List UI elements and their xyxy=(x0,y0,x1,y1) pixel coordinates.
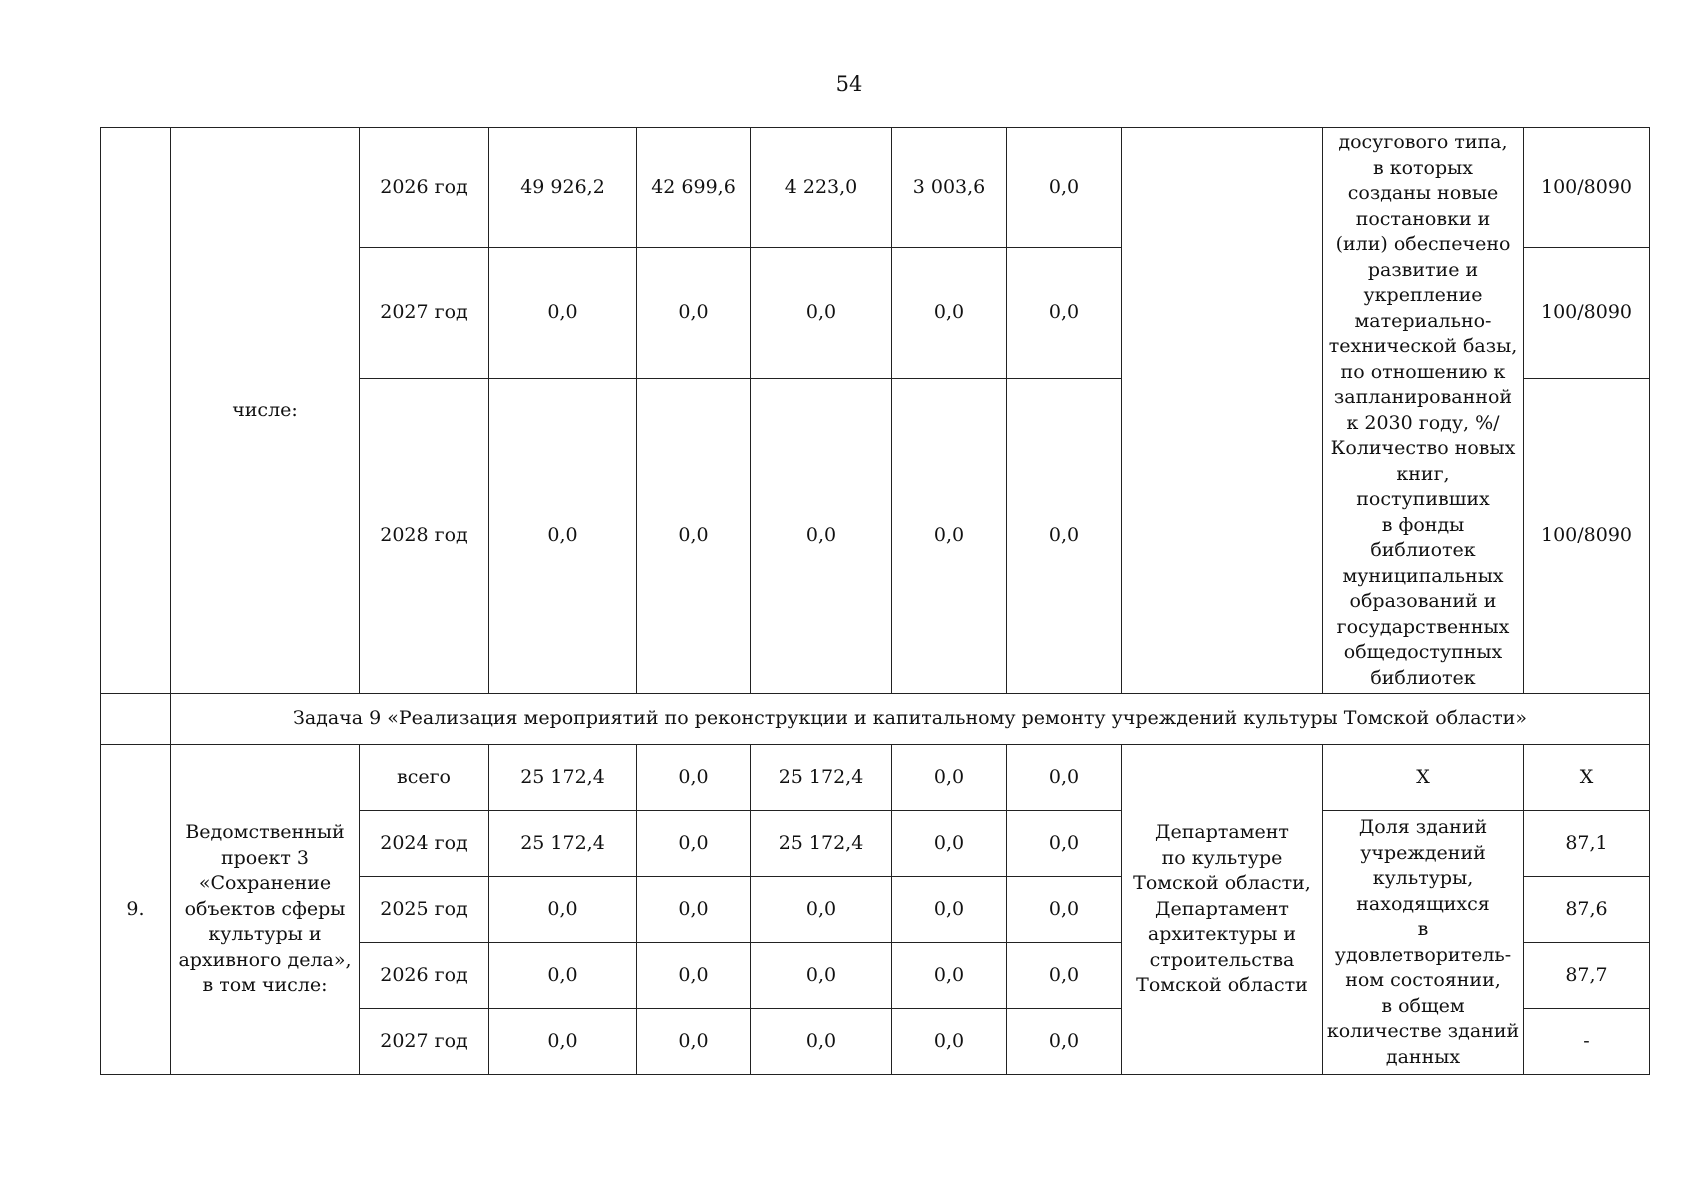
target-cell: 87,7 xyxy=(1524,943,1650,1009)
indicator-line: развитие и xyxy=(1367,258,1479,281)
executor-line: Департамент xyxy=(1155,821,1289,844)
executor-line: строительства xyxy=(1149,948,1295,971)
name-line: «Сохранение xyxy=(198,872,332,895)
indicator-line: общедоступных xyxy=(1343,641,1503,663)
value-cell: 0,0 xyxy=(489,877,637,943)
indicator-line: данных xyxy=(1385,1045,1461,1068)
number-cell xyxy=(101,128,171,694)
indicator-line: количестве зданий xyxy=(1326,1020,1520,1042)
value-cell: 0,0 xyxy=(751,1009,892,1075)
executor-line: по культуре xyxy=(1161,846,1283,869)
value-cell: 0,0 xyxy=(1007,877,1122,943)
name-line: Ведомственный xyxy=(185,821,345,844)
target-cell: 100/8090 xyxy=(1524,379,1650,694)
value-cell: 0,0 xyxy=(637,1009,751,1075)
indicator-line: созданы новые xyxy=(1347,182,1499,204)
value-cell: 0,0 xyxy=(637,379,751,694)
indicator-line: по отношению к xyxy=(1340,360,1506,383)
value-cell: 0,0 xyxy=(1007,248,1122,379)
indicator-line: библиотек xyxy=(1370,539,1476,561)
indicator-line: Доля зданий xyxy=(1358,816,1488,838)
project-name-cell xyxy=(171,745,360,1075)
indicator-cell xyxy=(1323,811,1524,1075)
value-cell: 0,0 xyxy=(1007,128,1122,248)
name-cell: числе: xyxy=(171,128,360,694)
indicator-line: укрепление xyxy=(1363,284,1483,306)
value-cell: 0,0 xyxy=(751,379,892,694)
value-cell: 49 926,2 xyxy=(489,128,637,248)
year-cell: 2026 год xyxy=(360,128,489,248)
value-cell: 0,0 xyxy=(637,248,751,379)
executor-cell xyxy=(1122,745,1323,1075)
task-title: Задача 9 «Реализация мероприятий по реконструкции и капитальному ремонту учреждений культуры Томской области» xyxy=(171,694,1650,745)
indicator-line: поступивших xyxy=(1356,488,1490,510)
indicator-line: муниципальных xyxy=(1342,564,1504,587)
value-cell: 0,0 xyxy=(1007,379,1122,694)
value-cell: 0,0 xyxy=(751,943,892,1009)
value-cell: 0,0 xyxy=(637,877,751,943)
target-cell: 100/8090 xyxy=(1524,128,1650,248)
indicator-line: в xyxy=(1417,918,1429,940)
value-cell: 0,0 xyxy=(489,248,637,379)
year-cell: 2027 год xyxy=(360,1009,489,1075)
value-cell: 0,0 xyxy=(751,877,892,943)
target-cell: 87,1 xyxy=(1524,811,1650,877)
executor-line: Департамент xyxy=(1155,897,1289,920)
name-line: проект 3 xyxy=(220,846,310,869)
indicator-line: в которых xyxy=(1372,156,1473,179)
target-cell: 100/8090 xyxy=(1524,248,1650,379)
indicator-line: в фонды xyxy=(1381,513,1465,536)
value-cell: 0,0 xyxy=(489,379,637,694)
value-cell: 25 172,4 xyxy=(751,745,892,811)
indicator-line: удовлетворитель- xyxy=(1334,943,1512,966)
value-cell: 0,0 xyxy=(1007,1009,1122,1075)
indicator-line: к 2030 году, %/ xyxy=(1346,411,1500,434)
indicator-cell: X xyxy=(1323,745,1524,811)
indicator-line: образований и xyxy=(1349,590,1497,612)
number-cell xyxy=(101,694,171,745)
year-cell: 2024 год xyxy=(360,811,489,877)
indicator-line: библиотек xyxy=(1370,666,1476,689)
indicator-line: Количество новых xyxy=(1330,437,1516,459)
budget-table xyxy=(100,127,1650,1075)
indicator-line: в общем xyxy=(1381,994,1465,1017)
year-cell: 2025 год xyxy=(360,877,489,943)
value-cell: 0,0 xyxy=(892,943,1007,1009)
target-cell: X xyxy=(1524,745,1650,811)
indicator-line: запланированной xyxy=(1333,386,1513,408)
indicator-line: постановки и xyxy=(1355,207,1491,230)
value-cell: 0,0 xyxy=(892,1009,1007,1075)
value-cell: 0,0 xyxy=(489,943,637,1009)
name-line: в том числе: xyxy=(202,974,328,997)
year-cell: всего xyxy=(360,745,489,811)
indicator-line: (или) обеспечено xyxy=(1335,233,1511,255)
value-cell: 0,0 xyxy=(489,1009,637,1075)
indicator-line: ном состоянии, xyxy=(1345,969,1501,991)
value-cell: 0,0 xyxy=(892,379,1007,694)
value-cell: 0,0 xyxy=(892,745,1007,811)
indicator-line: досугового типа, xyxy=(1338,131,1508,153)
indicator-line: культуры, xyxy=(1372,867,1474,889)
year-cell: 2028 год xyxy=(360,379,489,694)
value-cell: 0,0 xyxy=(637,811,751,877)
indicator-line: учреждений xyxy=(1360,841,1486,864)
executor-line: архитектуры и xyxy=(1147,923,1297,946)
value-cell: 25 172,4 xyxy=(489,811,637,877)
value-cell: 0,0 xyxy=(1007,943,1122,1009)
value-cell: 0,0 xyxy=(751,248,892,379)
executor-line: Томской области xyxy=(1136,974,1308,997)
page-number: 54 xyxy=(835,72,863,96)
indicator-line: материально- xyxy=(1354,309,1492,332)
table-row xyxy=(101,128,1650,248)
value-cell: 0,0 xyxy=(892,877,1007,943)
value-cell: 0,0 xyxy=(1007,811,1122,877)
indicator-line: государственных xyxy=(1336,615,1510,638)
table-row xyxy=(101,745,1650,811)
indicator-cell xyxy=(1323,128,1524,694)
value-cell: 0,0 xyxy=(892,811,1007,877)
target-cell: 87,6 xyxy=(1524,877,1650,943)
value-cell: 25 172,4 xyxy=(751,811,892,877)
executor-line: Томской области, xyxy=(1133,872,1311,895)
value-cell: 0,0 xyxy=(1007,745,1122,811)
name-line: культуры и xyxy=(208,923,322,946)
value-cell: 25 172,4 xyxy=(489,745,637,811)
item-number: 9. xyxy=(101,745,171,1075)
indicator-line: находящихся xyxy=(1356,892,1490,915)
indicator-line: книг, xyxy=(1396,462,1450,485)
name-line: объектов сферы xyxy=(184,897,346,920)
executor-cell xyxy=(1122,128,1323,694)
year-cell: 2027 год xyxy=(360,248,489,379)
value-cell: 42 699,6 xyxy=(637,128,751,248)
value-cell: 4 223,0 xyxy=(751,128,892,248)
value-cell: 0,0 xyxy=(892,248,1007,379)
value-cell: 0,0 xyxy=(637,943,751,1009)
indicator-line: технической базы, xyxy=(1328,335,1518,357)
value-cell: 3 003,6 xyxy=(892,128,1007,248)
year-cell: 2026 год xyxy=(360,943,489,1009)
task-row xyxy=(101,694,1650,745)
name-line: архивного дела», xyxy=(178,948,352,971)
target-cell: - xyxy=(1524,1009,1650,1075)
value-cell: 0,0 xyxy=(637,745,751,811)
